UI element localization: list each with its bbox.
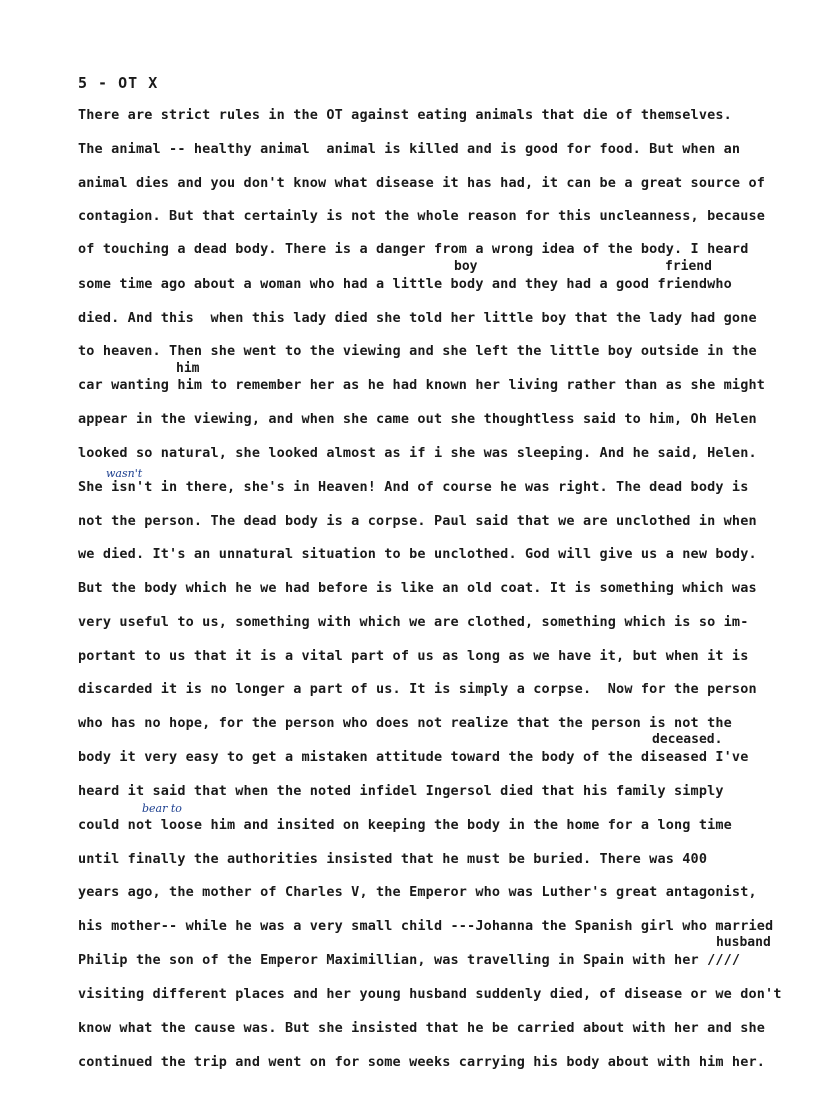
handwritten-correction: bear to [142,802,182,815]
text-line: continued the trip and went on for some weeks carrying his body about with him her. [78,1054,766,1070]
text-line: contagion. But that certainly is not the whole reason for this uncleanness, because [78,208,766,224]
text-line: know what the cause was. But she insisted that he be carried about with her and she [78,1020,766,1036]
page-header: 5 - OT X [78,74,159,92]
text-line: could not loose him and insited on keeping the body in the home for a long time [78,817,732,833]
typed-insertion: husband [716,935,771,950]
text-line: until finally the authorities insisted that he must be buried. There was 400 [78,851,708,867]
text-line: his mother-- while he was a very small child ---Johanna the Spanish girl who married [78,918,774,934]
text-line: looked so natural, she looked almost as if i she was sleeping. And he said, Helen. [78,445,757,461]
text-line: But the body which he we had before is like an old coat. It is something which was [78,580,757,596]
text-line: we died. It's an unnatural situation to be unclothed. God will give us a new body. [78,546,757,562]
text-line: heard it said that when the noted infidel Ingersol died that his family simply [78,783,724,799]
text-line: portant to us that it is a vital part of us as long as we have it, but when it is [78,648,749,664]
typed-insertion: friend [665,259,712,274]
text-line: car wanting him to remember her as he had known her living rather than as she might [78,377,766,393]
text-line: Philip the son of the Emperor Maximillian, was travelling in Spain with her //// [78,952,741,968]
text-line: There are strict rules in the OT against eating animals that die of themselves. [78,107,732,123]
text-line: The animal -- healthy animal animal is killed and is good for food. But when an [78,141,741,157]
text-line: animal dies and you don't know what disease it has had, it can be a great source of [78,175,766,191]
text-line: years ago, the mother of Charles V, the Emperor who was Luther's great antagonist, [78,884,757,900]
text-line: She isn't in there, she's in Heaven! And of course he was right. The dead body is [78,479,749,495]
text-line: visiting different places and her young husband suddenly died, of disease or we don't [78,986,782,1002]
typed-insertion: deceased. [652,732,723,747]
typed-insertion: boy [454,259,478,274]
text-line: some time ago about a woman who had a little body and they had a good friendwho [78,276,732,292]
text-line: died. And this when this lady died she told her little boy that the lady had gone [78,310,757,326]
text-line: to heaven. Then she went to the viewing and she left the little boy outside in the [78,343,757,359]
text-line: discarded it is no longer a part of us. It is simply a corpse. Now for the person [78,681,757,697]
typed-insertion: him [176,361,200,376]
text-line: body it very easy to get a mistaken attitude toward the body of the diseased I've [78,749,749,765]
text-line: who has no hope, for the person who does not realize that the person is not the [78,715,732,731]
text-line: appear in the viewing, and when she came out she thoughtless said to him, Oh Helen [78,411,757,427]
handwritten-correction: wasn't [106,467,143,480]
text-line: very useful to us, something with which we are clothed, something which is so im- [78,614,749,630]
text-line: of touching a dead body. There is a danger from a wrong idea of the body. I heard [78,241,749,257]
text-line: not the person. The dead body is a corpse. Paul said that we are unclothed in when [78,513,757,529]
